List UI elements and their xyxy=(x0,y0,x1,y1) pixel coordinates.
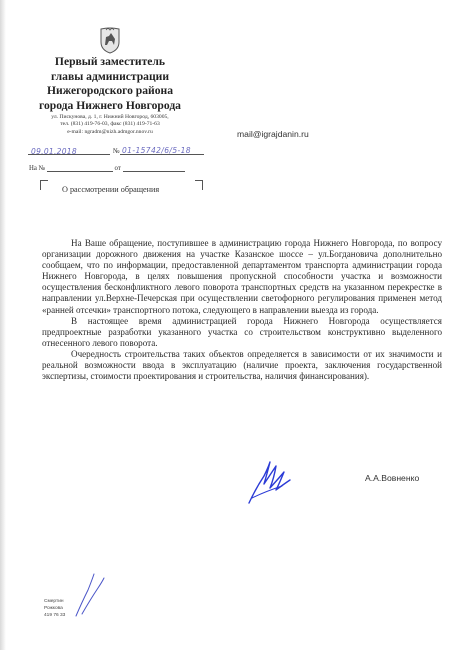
body-paragraph: В настоящее время администрацией города Нижнего Новгорода осуществляется предпроектные разработки указанного участка со строительством конструктивно выделенного отнесенного левого поворота. xyxy=(42,315,442,348)
ref-from-label: от xyxy=(114,165,121,172)
executor-info xyxy=(44,599,65,619)
executor-line: 419 76 33 xyxy=(44,612,66,618)
sender-title xyxy=(24,55,196,113)
number-underline xyxy=(120,154,204,155)
letter-body xyxy=(42,238,442,382)
sender-title-line: Первый заместитель xyxy=(54,55,166,68)
ref-date-blank xyxy=(123,164,185,172)
ref-number-blank xyxy=(47,164,113,172)
coat-of-arms-icon xyxy=(99,27,121,54)
address-line: тел. (831) 419-76-03, факс (831) 419-71-63 xyxy=(60,121,160,128)
date-underline xyxy=(28,154,110,155)
executor-line: Смертин xyxy=(44,599,64,604)
initials-mark-icon xyxy=(72,572,106,618)
reference-line xyxy=(29,164,185,172)
number-prefix: № xyxy=(113,147,120,155)
sender-title-line: главы администрации xyxy=(50,69,170,83)
subject-line: О рассмотрении обращения xyxy=(62,185,160,194)
sender-title-line: города Нижнего Новгорода xyxy=(39,98,181,112)
address-line: e-mail: ngradm@nizh.admgor.nnov.ru xyxy=(67,128,153,135)
subject-bracket-right xyxy=(195,180,203,190)
scan-edge-shadow xyxy=(0,0,6,650)
subject-bracket-left xyxy=(40,180,48,190)
address-line: ул. Пискунова, д. 1, г. Нижний Новгород, 603005, xyxy=(51,114,169,120)
sender-address xyxy=(24,114,196,136)
sender-title-line: Нижегородского района xyxy=(47,84,173,98)
body-paragraph: Очередность строительства таких объектов определяется в зависимости от их значимости и реальной возможности ввода в эксплуатацию (наличие проекта, заключения государственной экспертизы, стоимости проектирования и строительства, наличия финансирования). xyxy=(42,348,442,382)
registration-number: 01-15742/6/5-18 xyxy=(122,146,191,155)
recipient-email: mail@igrajdanin.ru xyxy=(237,129,309,139)
signature-icon xyxy=(246,458,292,506)
ref-label: На № xyxy=(29,165,46,172)
body-paragraph: На Ваше обращение, поступившее в администрацию города Нижнего Новгорода, по вопросу организации дорожного движения на участке Казанское шоссе – ул.Богдановича дополнительно сообщаем, что по информации, предоставленной департаментом транспорта администрации города Нижнего Новгорода, в целях повышения пропускной способности участка и возможности осуществления бесконфликтного левого поворота транспортных средств на указанном перекрестке в направлении ул.Верхне-Печерская при осуществлении светофорного регулирования применен метод «ранней отсечки» транспортного потока, следующего в направлении выезда из города. xyxy=(42,238,442,315)
executor-line: Рожкова xyxy=(44,605,63,611)
signatory-name: А.А.Вовненко xyxy=(365,473,420,483)
registration-date: 09.01.2018 xyxy=(31,147,77,156)
